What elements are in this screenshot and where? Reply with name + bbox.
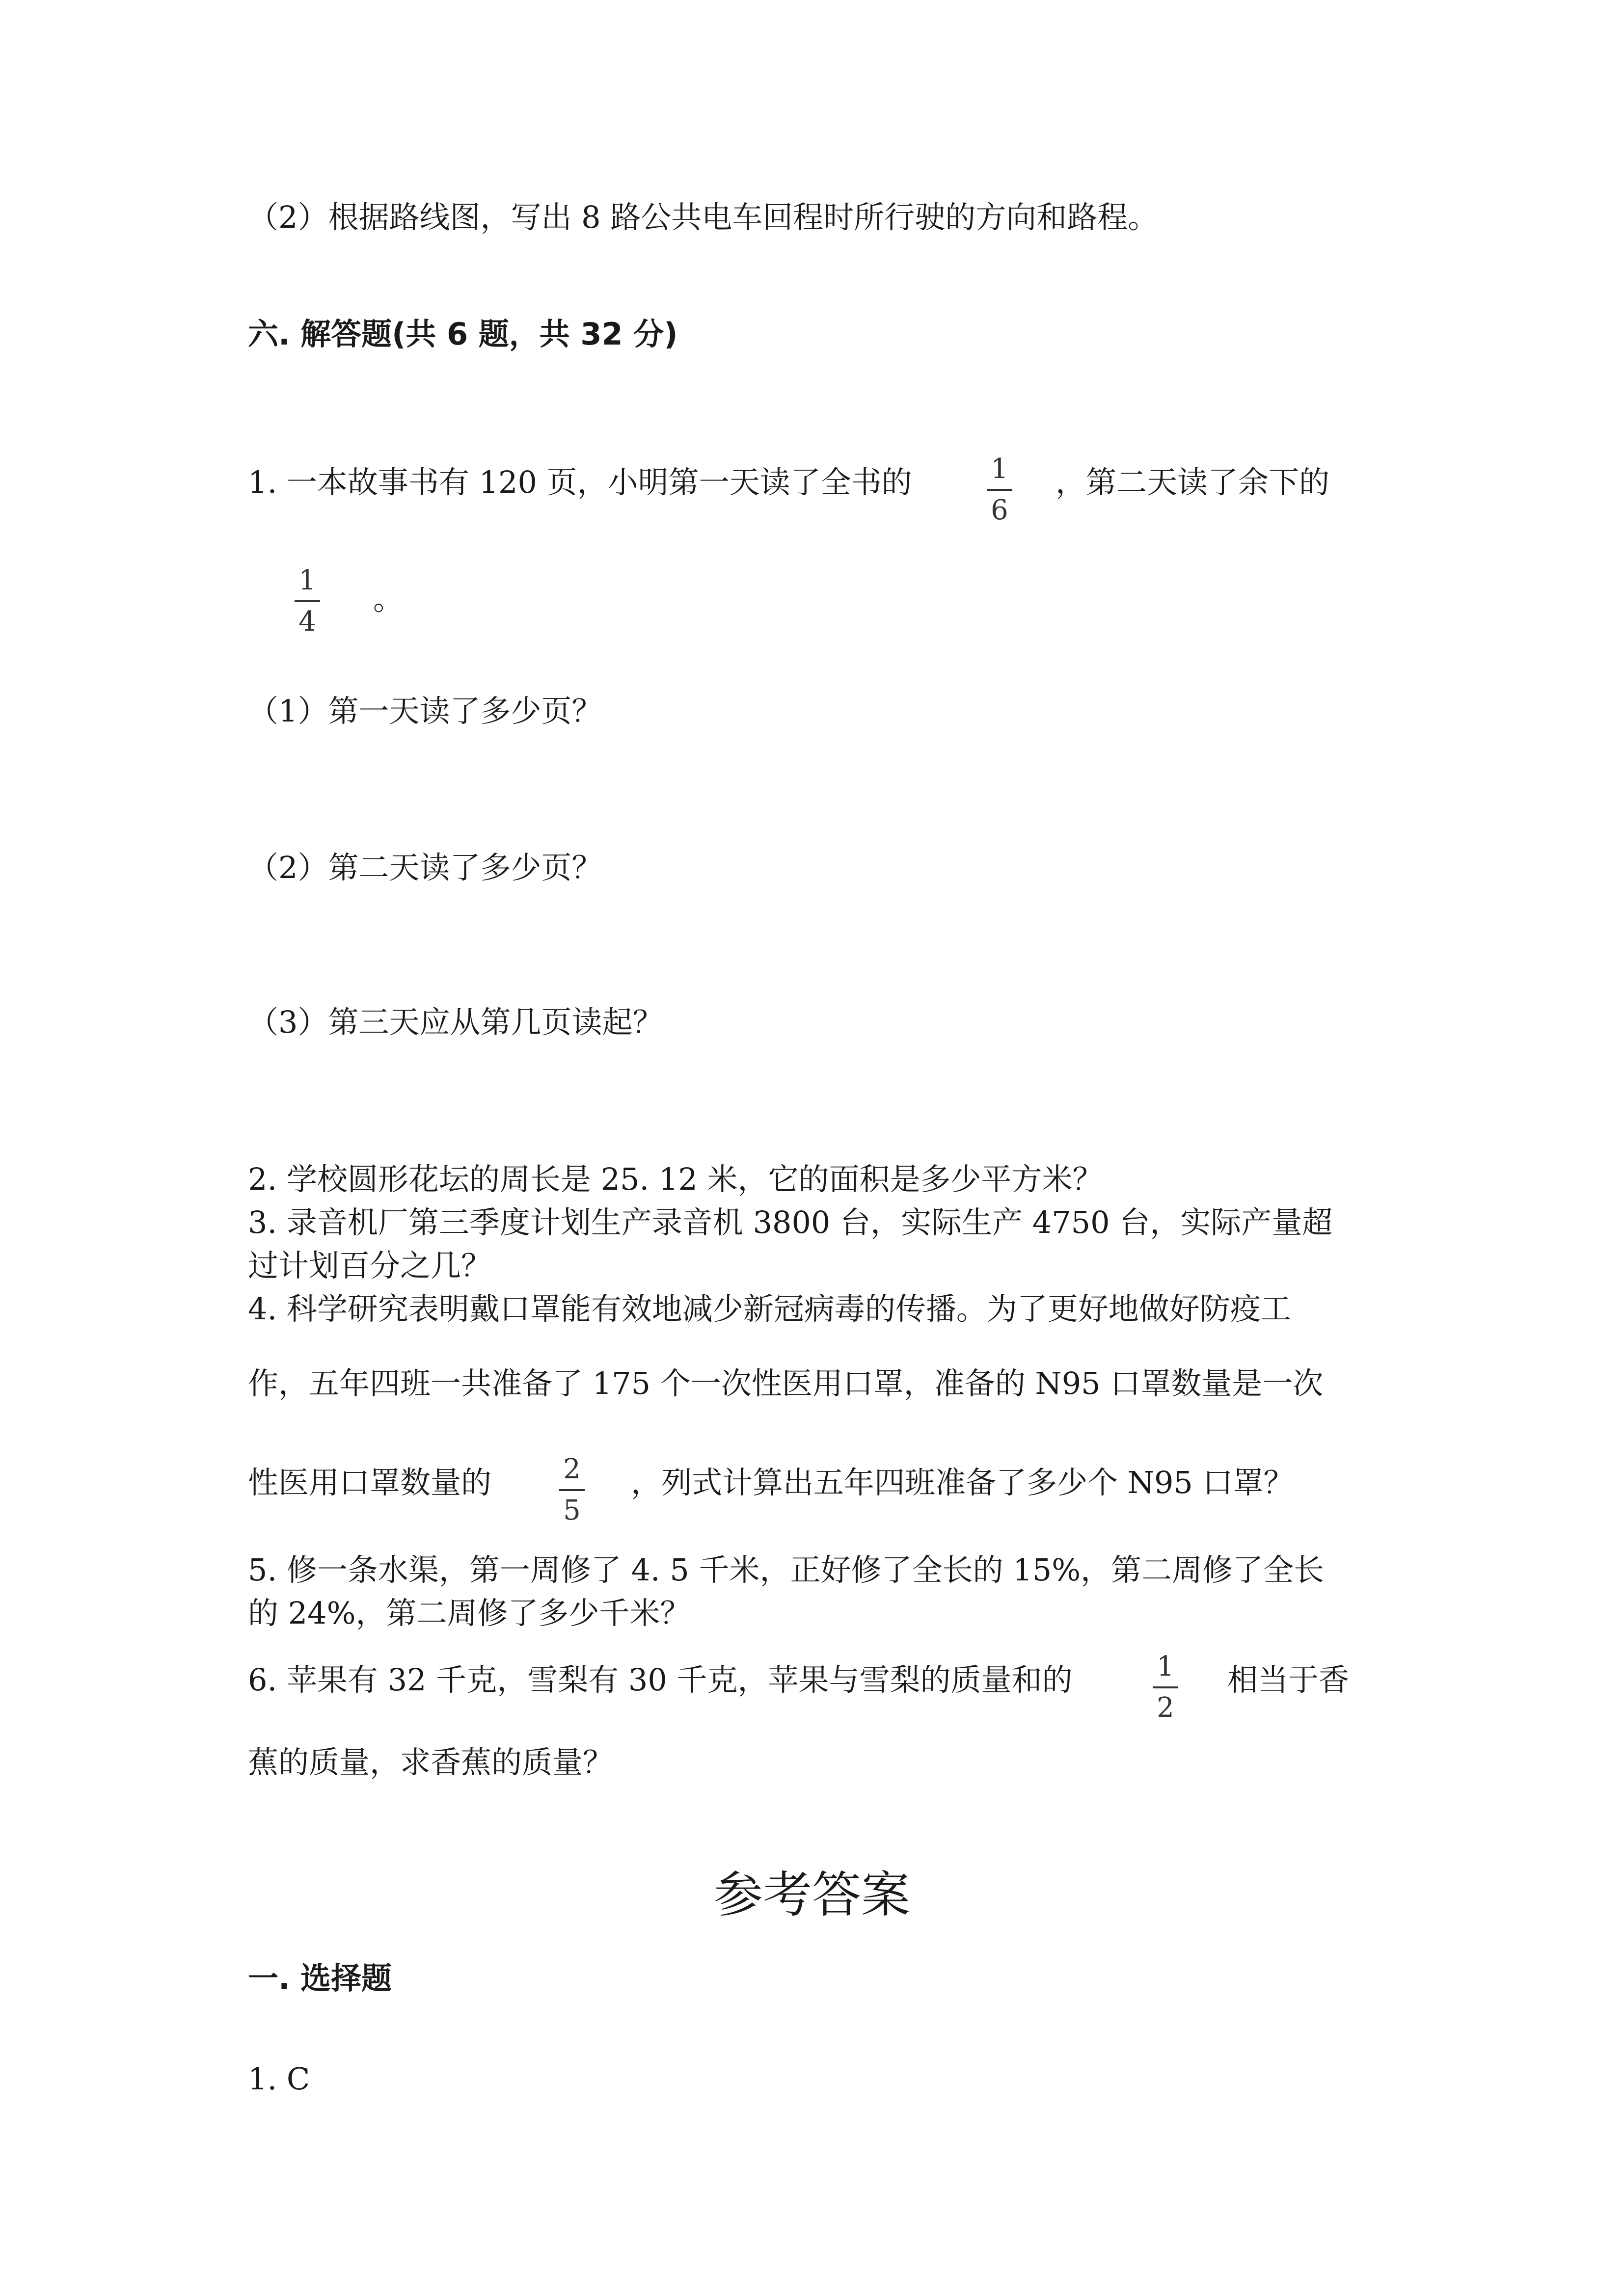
problem-4-text-a: 4. 科学研究表明戴口罩能有效地减少新冠病毒的传播。为了更好地做好防疫工 xyxy=(248,1291,1291,1327)
answer-1: 1. C xyxy=(248,2061,310,2097)
fraction-numerator: 1 xyxy=(298,564,316,596)
problem-6-text-c: 蕉的质量，求香蕉的质量？ xyxy=(248,1744,614,1780)
fraction-numerator: 2 xyxy=(563,1453,581,1485)
fraction-bar xyxy=(559,1489,585,1491)
problem-4-text-c: 性医用口罩数量的 xyxy=(248,1465,492,1500)
fraction-bar xyxy=(987,489,1012,491)
fraction-numerator: 1 xyxy=(991,453,1008,485)
section-6-heading: 六. 解答题(共 6 题，共 32 分) xyxy=(248,316,678,352)
problem-4-text-b: 作，五年四班一共准备了 175 个一次性医用口罩，准备的 N95 口罩数量是一次 xyxy=(248,1365,1324,1401)
answers-section-1-heading: 一. 选择题 xyxy=(248,1960,392,1996)
fraction-denominator: 2 xyxy=(1157,1692,1174,1724)
problem-1-question-3: （3）第三天应从第几页读起？ xyxy=(248,1004,663,1040)
problem-3-text-b: 过计划百分之几？ xyxy=(248,1248,492,1283)
fraction-numerator: 1 xyxy=(1157,1651,1174,1682)
fraction-denominator: 5 xyxy=(563,1495,581,1526)
question-5-part-2: （2）根据路线图，写出 8 路公共电车回程时所行驶的方向和路程。 xyxy=(248,199,1159,235)
problem-6-text-a: 6. 苹果有 32 千克，雪梨有 30 千克，苹果与雪梨的质量和的 xyxy=(248,1662,1073,1698)
problem-1-text-a: 1. 一本故事书有 120 页，小明第一天读了全书的 xyxy=(248,464,912,500)
fraction-denominator: 6 xyxy=(991,494,1008,526)
problem-3-text-a: 3. 录音机厂第三季度计划生产录音机 3800 台，实际生产 4750 台，实际产量超 xyxy=(248,1204,1333,1240)
answers-title: 参考答案 xyxy=(714,1866,910,1923)
fraction-bar xyxy=(1153,1686,1178,1688)
problem-2-text: 2. 学校圆形花坛的周长是 25. 12 米，它的面积是多少平方米？ xyxy=(248,1161,1103,1197)
fraction-denominator: 4 xyxy=(298,606,316,638)
problem-1-question-2: （2）第二天读了多少页？ xyxy=(248,850,602,885)
problem-1-text-b: ，第二天读了余下的 xyxy=(1056,464,1330,500)
fraction-1-2 xyxy=(1146,1653,1185,1722)
problem-5-text-a: 5. 修一条水渠，第一周修了 4. 5 千米，正好修了全长的 15%，第二周修了全长 xyxy=(248,1552,1325,1588)
problem-1-question-1: （1）第一天读了多少页？ xyxy=(248,693,602,729)
fraction-2-5 xyxy=(552,1453,592,1526)
fraction-1-4 xyxy=(288,564,327,638)
fraction-bar xyxy=(295,600,320,602)
problem-6-text-b: 相当于香 xyxy=(1227,1662,1350,1698)
fraction-1-6 xyxy=(980,455,1019,524)
problem-1-text-c: 。 xyxy=(373,581,404,617)
problem-5-text-b: 的 24%，第二周修了多少千米？ xyxy=(248,1595,691,1631)
problem-4-text-d: ，列式计算出五年四班准备了多少个 N95 口罩？ xyxy=(631,1465,1294,1500)
